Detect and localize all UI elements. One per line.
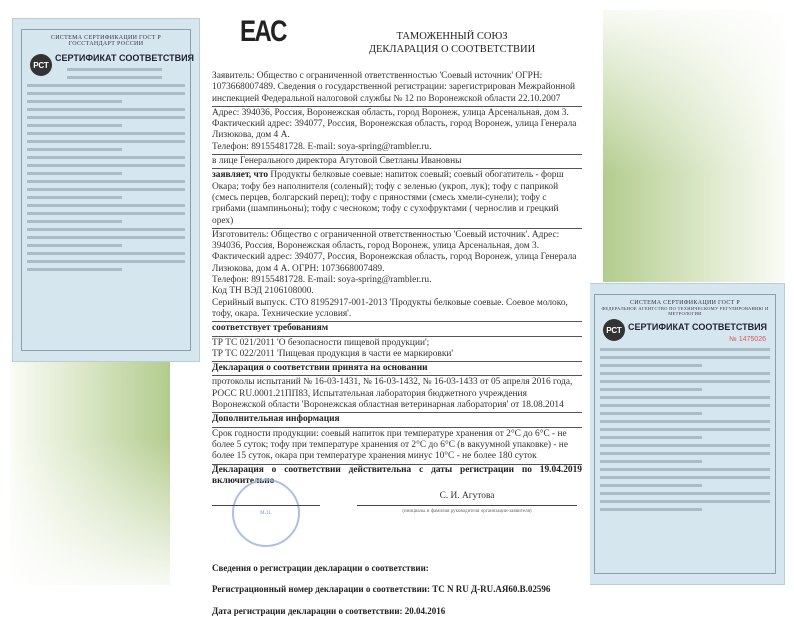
cert-agency: ФЕДЕРАЛЬНОЕ АГЕНТСТВО ПО ТЕХНИЧЕСКОМУ РЕГУЛИРОВАНИЮ И МЕТРОЛОГИИ [601, 306, 769, 316]
declares-label: заявляет, что [212, 170, 269, 181]
cert-agency: ГОССТАНДАРТ РОССИИ [68, 41, 144, 47]
cert-number: № 1475026 [729, 336, 766, 343]
manufacturer: Изготовитель: Общество с ограниченной ответственностью 'Соевый источник'. Адрес: 394036, Россия, Воронежская область, город Воронеж, улица Арсенальная, дом 3. Фактический адрес: 394077, Россия, Воронежская область, город Воронеж, улица Генерала Лизюкова, дом 4 А. ОГРН: 1073668007489. [212, 229, 577, 274]
left-certificate [12, 18, 200, 362]
manufacturer-phone: Телефон: 89155481728. E-mail: soya-spring@rambler.ru. [212, 275, 432, 286]
signer-name: С. И. Агутова [439, 491, 495, 502]
tr-021: ТР ТС 021/2011 'О безопасности пищевой продукции'; [212, 337, 430, 348]
cert-system: СИСТЕМА СЕРТИФИКАЦИИ ГОСТ Р [629, 300, 741, 306]
cert-title: СЕРТИФИКАТ СООТВЕТСТВИЯ [55, 53, 195, 63]
rst-logo-icon: РСТ [30, 54, 52, 76]
doc-title-declaration: ДЕКЛАРАЦИЯ О СООТВЕТСТВИИ [368, 44, 536, 55]
stamp-seal: м.п. [232, 479, 300, 547]
serial: Серийный выпуск. СТО 81952917-001-2013 'Продукты белковые соевые. Соевое молоко, тофу, окара. Технические условия'. [212, 297, 568, 319]
decorative-gradient-top-right [603, 10, 785, 282]
basis: протоколы испытаний № 16-03-1431, № 16-03-1432, № 16-03-1433 от 05 апреля 2016 года, РОСС RU.0001.21ПП83, Испытательная лаборатория бюджетного учреждения Воронежской области 'Воронежская областная ветеринарная лаборатория' от 18.08.2014 [212, 376, 582, 413]
applicant: Заявитель: Общество с ограниченной ответственностью 'Соевый источник' ОГРН: 1073668007489. Сведения о государственной регистрации: зарегистрирован Межрайонной инспекцией Федеральной налоговой службы № 12 по Воронежской области 22.10.2007 [212, 70, 582, 107]
cert-title: СЕРТИФИКАТ СООТВЕТСТВИЯ [628, 322, 768, 332]
tnved-code: Код ТН ВЭД 2106108000. [212, 286, 314, 297]
rst-logo-icon: РСТ [603, 319, 625, 341]
eac-logo: EAC [240, 15, 286, 48]
decorative-gradient-bottom-left [10, 340, 170, 585]
declaration-document [200, 0, 590, 616]
reg-heading: Сведения о регистрации декларации о соответствии: [212, 563, 429, 574]
tr-022: ТР ТС 022/2011 'Пищевая продукция в части ее маркировки' [212, 348, 454, 359]
complies-label: соответствует требованиям [212, 323, 329, 334]
phone: Телефон: 89155481728. E-mail: soya-spring@rambler.ru. [212, 141, 432, 152]
reg-number: Регистрационный номер декларации о соответствии: ТС N RU Д-RU.АЯ60.В.02596 [212, 584, 551, 595]
extra-label: Дополнительная информация [212, 414, 340, 425]
doc-title-union: ТАМОЖЕННЫЙ СОЮЗ [396, 31, 508, 42]
basis-label: Декларация о соответствии принята на основании [212, 363, 428, 374]
extra-info: Срок годности продукции: соевый напиток при температуре хранения от 2°С до 6°С - не более 5 суток; тофу при температуре хранения от 2°С до 6°С (в вакуумной упаковке) - не более 15 суток, окара при температуре хранения минус 10°С - не более 180 суток [212, 428, 582, 465]
signature-line [212, 505, 320, 506]
products: Продукты белковые соевые: напиток соевый; соевый обогатитель - форш Окара; тофу без наполнителя (соленый); тофу с зеленью (укроп, лук); тофу с паприкой (смесь перцев, болгарский перец); тофу с пряностями (смесь хмели-сунели); тофу с грибами (шампиньоны); тофу с чесноком; тофу с сухофруктами ( чернослив и грецкий орех) [212, 170, 564, 226]
person: в лице Генерального директора Агутовой Светланы Ивановны [212, 155, 582, 169]
reg-date: Дата регистрации декларации о соответствии: 20.04.2016 [212, 605, 446, 616]
cert-system: СИСТЕМА СЕРТИФИКАЦИИ ГОСТ Р [50, 35, 162, 41]
address: Адрес: 394036, Россия, Воронежская область, город Воронеж, улица Арсенальная, дом 3. Фактический адрес: 394077, Россия, Воронежская область, город Воронеж, улица Генерала Лизюкова, дом 4 А. [212, 107, 577, 141]
right-certificate [585, 283, 785, 585]
validity: Декларация о соответствии действительна с даты регистрации по 19.04.2019 включительно [212, 464, 582, 486]
signer-caption: (инициалы и фамилия руководителя организации-заявителя) [402, 509, 532, 515]
